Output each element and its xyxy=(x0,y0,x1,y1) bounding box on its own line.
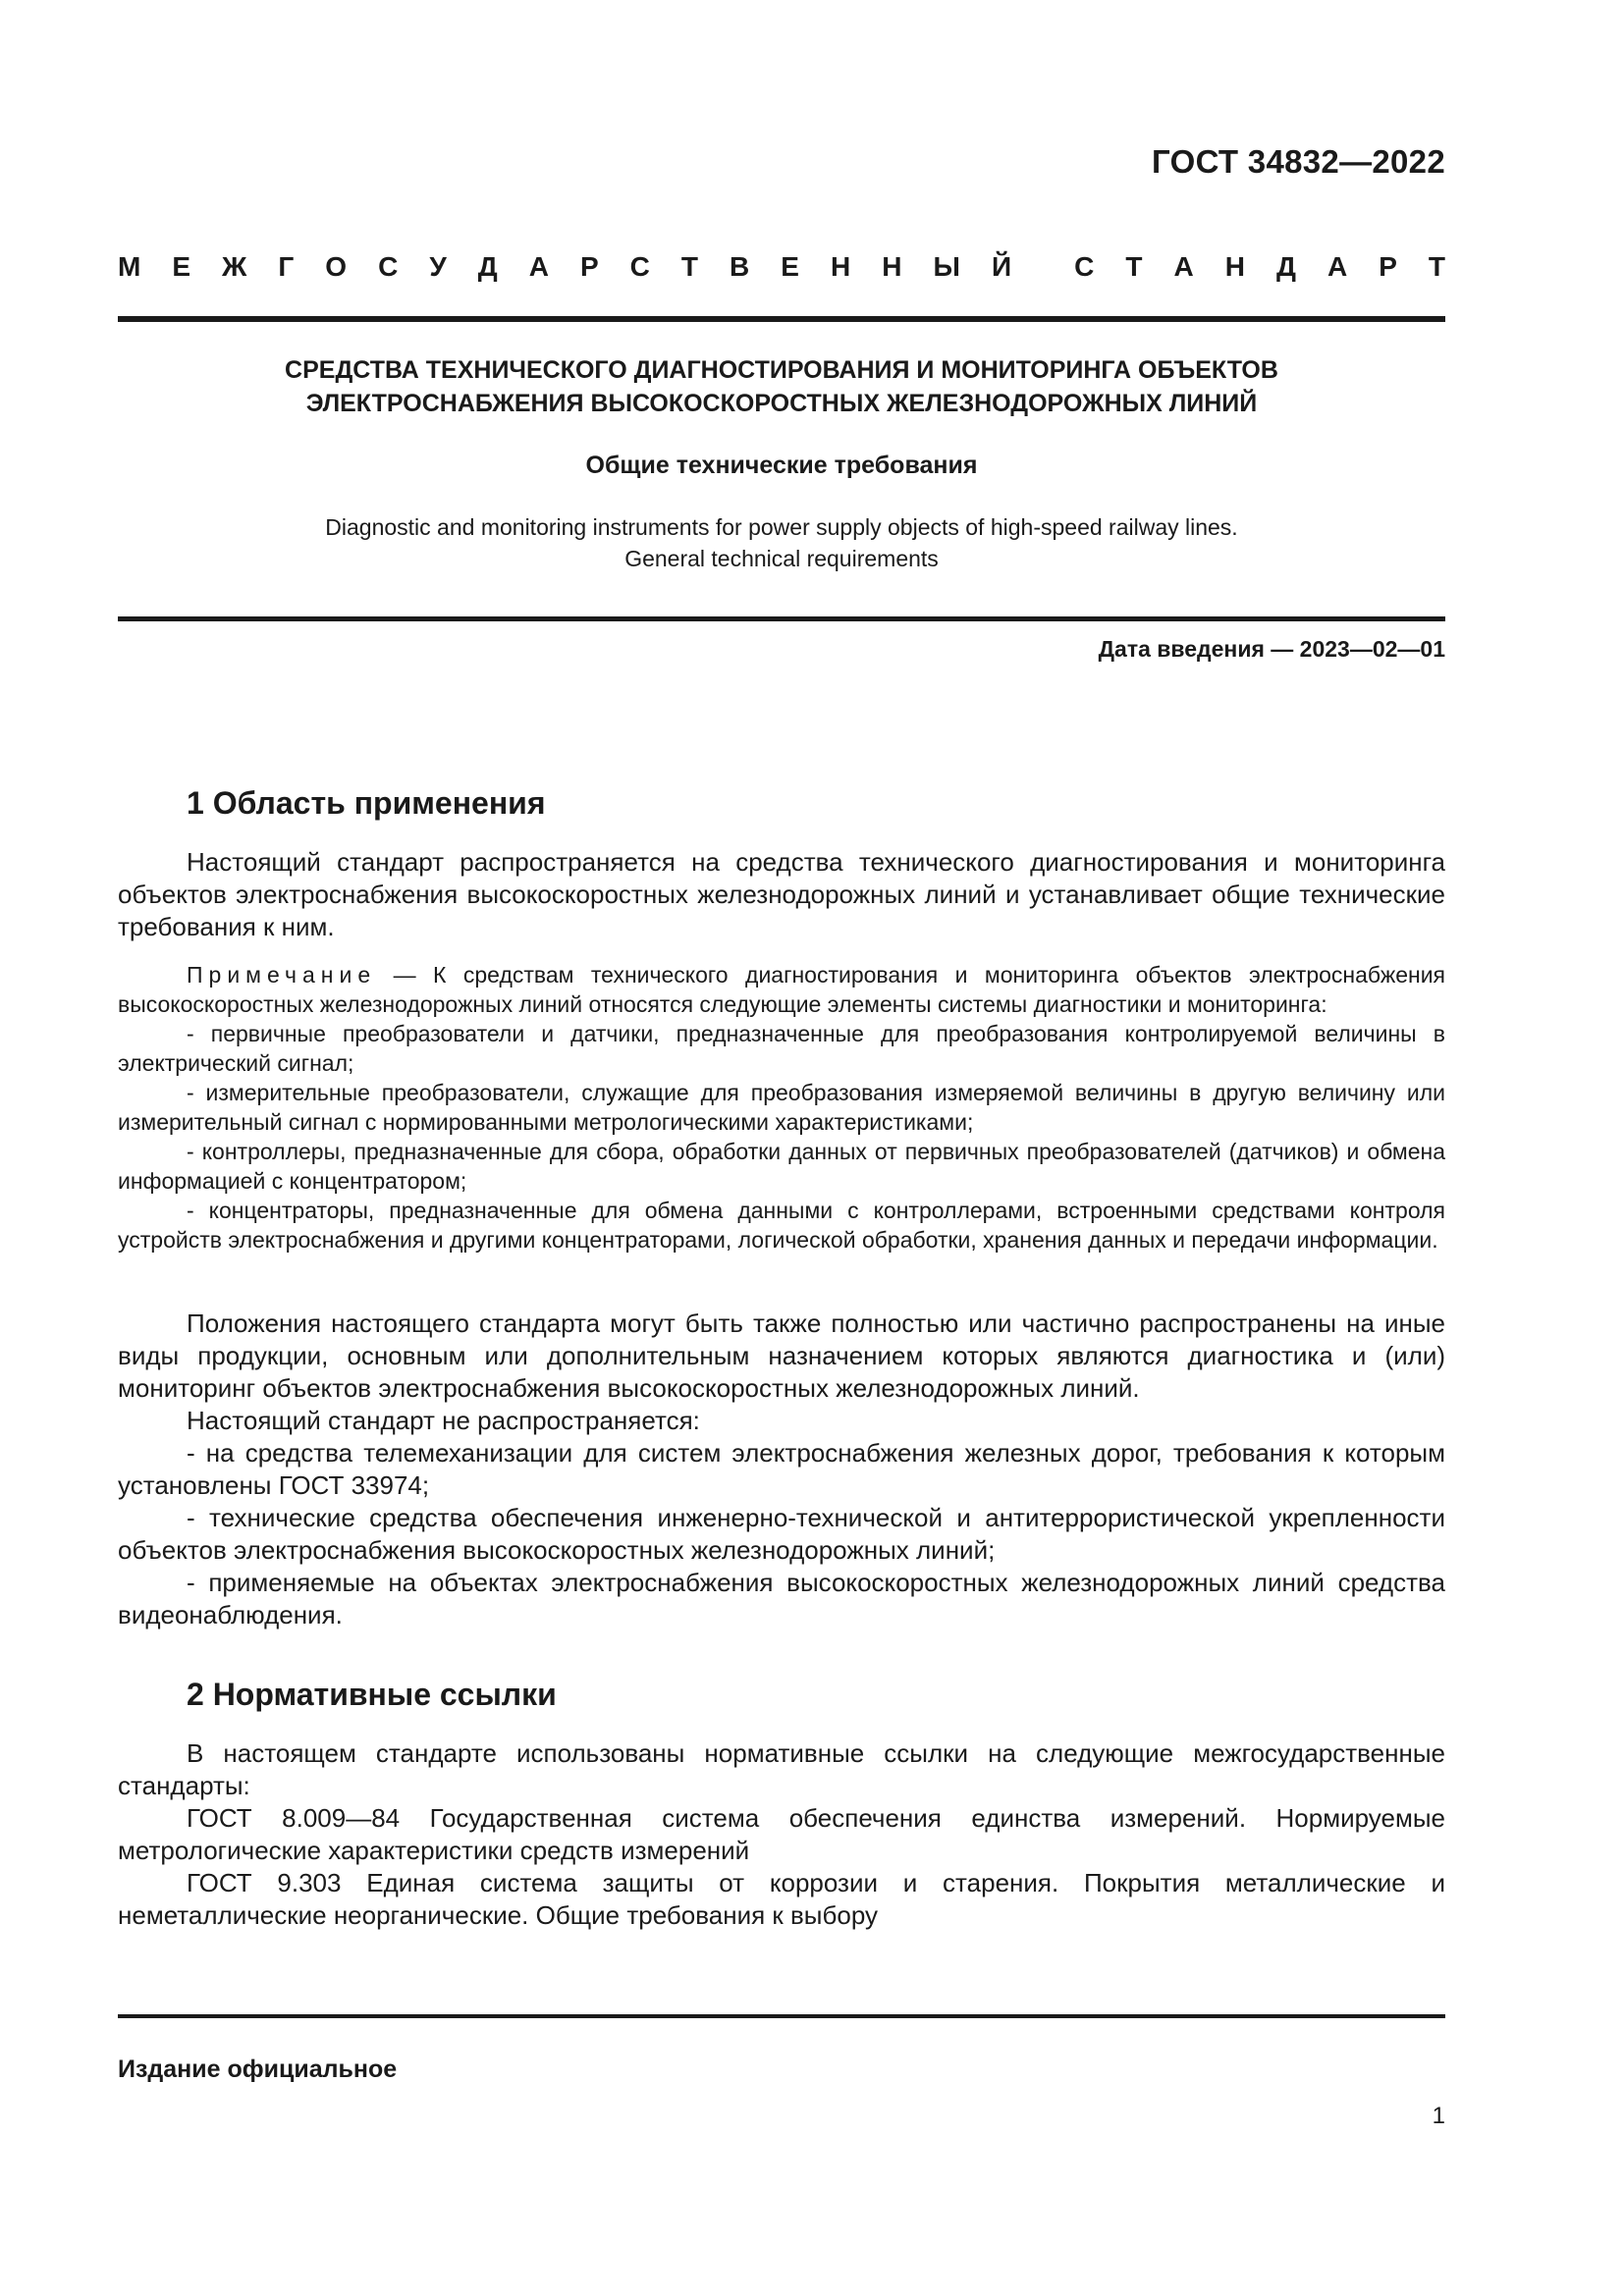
title-en-line: General technical requirements xyxy=(624,546,939,571)
standard-kind xyxy=(118,251,1445,283)
note-label: Примечание xyxy=(187,962,377,988)
letter: Н xyxy=(882,251,902,282)
note-intro xyxy=(118,960,1445,1019)
letter: Т xyxy=(680,251,699,282)
header-rule xyxy=(118,316,1445,322)
letter: Т xyxy=(1125,251,1143,282)
exclusion-item: - применяемые на объектах электроснабжения высокоскоростных железнодорожных линий средства видеонаблюдения. xyxy=(118,1568,1445,1629)
paragraph: Настоящий стандарт распространяется на средства технического диагностирования и мониторинга объектов электроснабжения высокоскоростных железнодорожных линий и устанавливает общие технические требования к ним. xyxy=(118,847,1445,941)
title-ru-line: СРЕДСТВА ТЕХНИЧЕСКОГО ДИАГНОСТИРОВАНИЯ И МОНИТОРИНГА ОБЪЕКТОВ xyxy=(285,356,1278,384)
letter: У xyxy=(429,251,447,282)
paragraph: Положения настоящего стандарта могут быть также полностью или частично распространены на иные виды продукции, основным или дополнительным назначением которых являются диагностика и (или) мониторинг объектов электроснабжения высокоскоростных железнодорожных линий. xyxy=(118,1308,1445,1403)
letter: О xyxy=(325,251,348,282)
title-en-line: Diagnostic and monitoring instruments for power supply objects of high-speed railway lines. xyxy=(325,514,1238,540)
letter: Ж xyxy=(222,251,247,282)
letter: С xyxy=(629,251,650,282)
letter: С xyxy=(1074,251,1095,282)
letter: С xyxy=(378,251,399,282)
letter: Г xyxy=(278,251,295,282)
note-item: - концентраторы, предназначенные для обмена данными с контроллерами, встроенными средствами контроля устройств электроснабжения и другими концентраторами, логической обработки, хранения данных и передачи информации. xyxy=(118,1198,1445,1253)
section-heading: 1 Область применения xyxy=(187,785,546,821)
note-item: - первичные преобразователи и датчики, предназначенные для преобразования контролируемой величины в электрический сигнал; xyxy=(118,1021,1445,1076)
exclusion-item: - на средства телемеханизации для систем электроснабжения железных дорог, требования к которым установлены ГОСТ 33974; xyxy=(118,1438,1445,1500)
note-block xyxy=(118,960,1445,1255)
section1-paragraph xyxy=(118,846,1445,943)
reference-item: ГОСТ 8.009—84 Государственная система обеспечения единства измерений. Нормируемые метрологические характеристики средств измерений xyxy=(118,1803,1445,1865)
title-en xyxy=(118,511,1445,574)
letter: Д xyxy=(477,251,498,282)
letter: А xyxy=(528,251,549,282)
letter: Е xyxy=(172,251,191,282)
paragraph: В настоящем стандарте использованы нормативные ссылки на следующие межгосударственные стандарты: xyxy=(118,1738,1445,1800)
title-ru-line: ЭЛЕКТРОСНАБЖЕНИЯ ВЫСОКОСКОРОСТНЫХ ЖЕЛЕЗНОДОРОЖНЫХ ЛИНИЙ xyxy=(305,390,1258,417)
letter: А xyxy=(1173,251,1194,282)
doc-code: ГОСТ 34832—2022 xyxy=(1152,143,1445,180)
letter: Р xyxy=(1379,251,1397,282)
footer-rule xyxy=(118,2014,1445,2018)
letter: Р xyxy=(579,251,599,282)
paragraph: Настоящий стандарт не распространяется: xyxy=(187,1406,700,1435)
section1-scope xyxy=(118,1308,1445,1631)
letter: В xyxy=(730,251,750,282)
section-heading: 2 Нормативные ссылки xyxy=(187,1677,557,1712)
title-block xyxy=(118,353,1445,574)
letter: М xyxy=(118,251,141,282)
section2-text xyxy=(118,1737,1445,1932)
letter: Н xyxy=(831,251,851,282)
title-rule xyxy=(118,616,1445,621)
intro-date: Дата введения — 2023—02—01 xyxy=(1098,636,1445,662)
page-number: 1 xyxy=(1432,2103,1445,2129)
exclusion-item: - технические средства обеспечения инженерно-технической и антитеррористической укрепленности объектов электроснабжения высокоскоростных железнодорожных линий; xyxy=(118,1503,1445,1565)
note-intro-text: — К средствам технического диагностирования и мониторинга объектов электроснабжения высокоскоростных железнодорожных линий относятся следующие элементы системы диагностики и мониторинга: xyxy=(118,962,1445,1017)
reference-item: ГОСТ 9.303 Единая система защиты от коррозии и старения. Покрытия металлические и неметаллические неорганические. Общие требования к выбору xyxy=(118,1868,1445,1930)
letter: Й xyxy=(991,251,1012,282)
note-item: - измерительные преобразователи, служащие для преобразования измеряемой величины в другую величину или измерительный сигнал с нормированными метрологическими характеристиками; xyxy=(118,1080,1445,1135)
edition-label: Издание официальное xyxy=(118,2056,398,2083)
letter: Ы xyxy=(933,251,960,282)
note-item: - контроллеры, предназначенные для сбора, обработки данных от первичных преобразователей (датчиков) и обмена информацией с концентратором; xyxy=(118,1139,1445,1194)
letter: Д xyxy=(1275,251,1296,282)
letter: Е xyxy=(781,251,799,282)
letter: А xyxy=(1326,251,1348,282)
letter: Н xyxy=(1224,251,1245,282)
letter: Т xyxy=(1428,251,1445,282)
subtitle-ru: Общие технические требования xyxy=(585,452,978,479)
